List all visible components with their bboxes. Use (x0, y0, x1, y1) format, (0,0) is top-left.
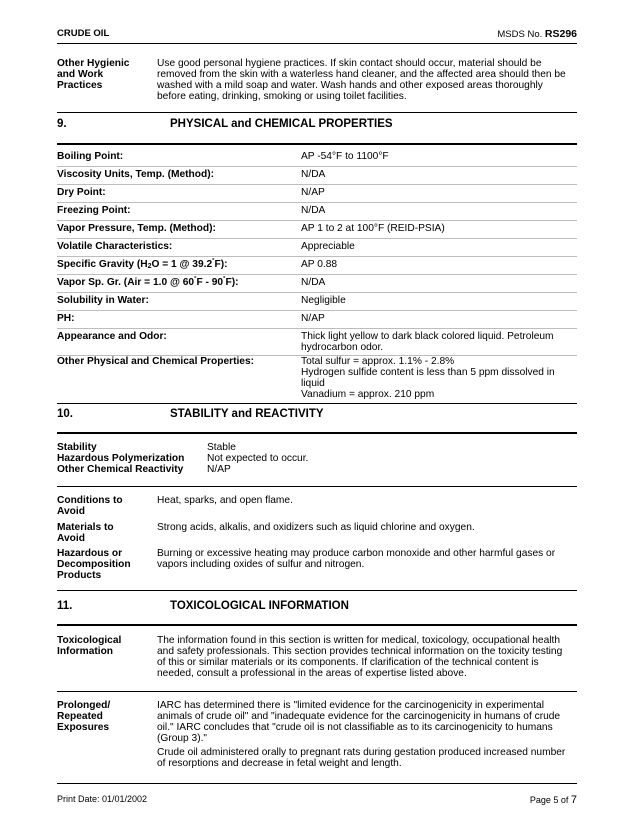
property-label: Viscosity Units, Temp. (Method): (57, 169, 214, 180)
property-label: Freezing Point: (57, 205, 131, 216)
prolonged-rule (57, 691, 577, 692)
conditions-text: Heat, sparks, and open flame. (157, 495, 293, 506)
label-part: F): (214, 259, 228, 270)
stability-label: Hazardous Polymerization (57, 453, 185, 464)
prolonged-exposure-label: Prolonged/ Repeated Exposures (57, 700, 111, 733)
section11-top-rule (57, 590, 577, 591)
property-row (57, 257, 577, 275)
section9-number: 9. (57, 118, 67, 130)
property-row (57, 239, 577, 257)
property-row (57, 311, 577, 329)
header-rule (57, 43, 577, 44)
msds-page (57, 0, 577, 826)
toxicological-text: The information found in this section is written for medical, toxicology, occupational health and safety professionals. This section provides technical information on the toxicity testing of this or similar materials or its components. If clarification of the technical content is needed, consult a professional in the areas of expertise listed above. (157, 635, 563, 679)
label-part: F): (225, 277, 239, 288)
section9-title: PHYSICAL and CHEMICAL PROPERTIES (170, 118, 393, 130)
stability-label: Other Chemical Reactivity (57, 464, 184, 475)
materials-label: Materials to Avoid (57, 522, 114, 544)
property-label: Boiling Point: (57, 151, 124, 162)
section10-bottom-rule (57, 432, 577, 434)
property-row (57, 149, 577, 167)
section9-top-rule (57, 112, 577, 113)
stability-value: N/AP (207, 464, 231, 475)
label-superscript: ° (223, 276, 226, 283)
property-value: AP -54°F to 1100°F (301, 151, 389, 162)
property-label: Solubility in Water: (57, 295, 149, 306)
decomposition-label: Hazardous or Decomposition Products (57, 548, 131, 581)
property-label: PH: (57, 313, 75, 324)
stability-label: Stability (57, 442, 97, 453)
label-superscript: ° (194, 276, 197, 283)
page-total: 7 (570, 794, 577, 806)
property-value: AP 1 to 2 at 100°F (REID-PSIA) (301, 223, 445, 234)
section11-bottom-rule (57, 624, 577, 626)
property-row (57, 356, 577, 404)
property-value: N/DA (301, 205, 326, 216)
property-label: Volatile Characteristics: (57, 241, 173, 252)
label-part: Specific Gravity (H (57, 259, 148, 270)
section9-bottom-rule (57, 143, 577, 145)
page-label: Page 5 of (529, 795, 569, 805)
prolonged-exposure-text-2: Crude oil administered orally to pregnant rats during gestation produced increased number of resorptions and decrease in fetal weight and length. (157, 747, 566, 769)
stability-value: Not expected to occur. (207, 453, 309, 464)
property-value: N/AP (301, 313, 325, 324)
stability-value: Stable (207, 442, 236, 453)
property-row (57, 329, 577, 356)
section10-top-rule (57, 403, 577, 404)
footer-rule (57, 783, 577, 784)
section10-number: 10. (57, 408, 73, 420)
property-row (57, 167, 577, 185)
property-row (57, 203, 577, 221)
property-value: Negligible (301, 295, 346, 306)
property-row (57, 275, 577, 293)
section11-title: TOXICOLOGICAL INFORMATION (170, 600, 349, 612)
conditions-rule (57, 486, 577, 487)
hygiene-label: Other Hygienic and Work Practices (57, 58, 130, 91)
msds-number-value: RS296 (544, 28, 577, 40)
msds-label: MSDS No. (497, 29, 543, 40)
property-label: Dry Point: (57, 187, 106, 198)
page-number (530, 794, 577, 806)
property-label: Other Physical and Chemical Properties: (57, 356, 255, 367)
property-value: Total sulfur = approx. 1.1% - 2.8% Hydrogen sulfide content is less than 5 ppm dissolved in liquid Vanadium = approx. 210 ppm (301, 356, 555, 400)
label-superscript: ° (212, 258, 215, 265)
property-value: AP 0.88 (301, 259, 338, 270)
property-value: N/DA (301, 277, 326, 288)
property-label: Appearance and Odor: (57, 331, 167, 342)
product-name: CRUDE OIL (57, 28, 110, 39)
property-row (57, 185, 577, 203)
property-value: Appreciable (301, 241, 355, 252)
label-subscript: 2 (147, 263, 152, 270)
property-row (57, 221, 577, 239)
print-date: Print Date: 01/01/2002 (57, 794, 148, 804)
label-part: Vapor Sp. Gr. (Air = 1.0 @ 60 (57, 277, 195, 288)
label-part: F - 90 (196, 277, 224, 288)
conditions-label: Conditions to Avoid (57, 495, 123, 517)
hygiene-text: Use good personal hygiene practices. If skin contact should occur, material should be removed from the skin with a waterless hand cleaner, and the affected area should then be washed with a mild soap and water. Wash hands and other exposed areas thoroughly before eating, drinking, smoking or using toilet facilities. (157, 58, 566, 102)
property-label: Vapor Pressure, Temp. (Method): (57, 223, 216, 234)
section11-number: 11. (57, 600, 73, 612)
materials-text: Strong acids, alkalis, and oxidizers such as liquid chlorine and oxygen. (157, 522, 475, 533)
decomposition-text: Burning or excessive heating may produce carbon monoxide and other harmful gases or vapors including oxides of sulfur and nitrogen. (157, 548, 556, 570)
toxicological-label: Toxicological Information (57, 635, 122, 657)
section10-title: STABILITY and REACTIVITY (170, 408, 324, 420)
property-label (57, 259, 228, 270)
label-part: O = 1 @ 39.2 (151, 259, 213, 270)
property-label (57, 277, 239, 288)
msds-number (497, 28, 577, 40)
prolonged-exposure-text: IARC has determined there is "limited evidence for the carcinogenicity in experimental animals of crude oil" and "inadequate evidence for the carcinogenicity in humans of crude oil." IARC concludes that "crude oil is not classifiable as to its carcinogenicity to humans (Group 3)." (157, 700, 561, 744)
property-value: N/AP (301, 187, 325, 198)
property-value: Thick light yellow to dark black colored liquid. Petroleum hydrocarbon odor. (301, 331, 554, 353)
property-value: N/DA (301, 169, 326, 180)
property-row (57, 293, 577, 311)
